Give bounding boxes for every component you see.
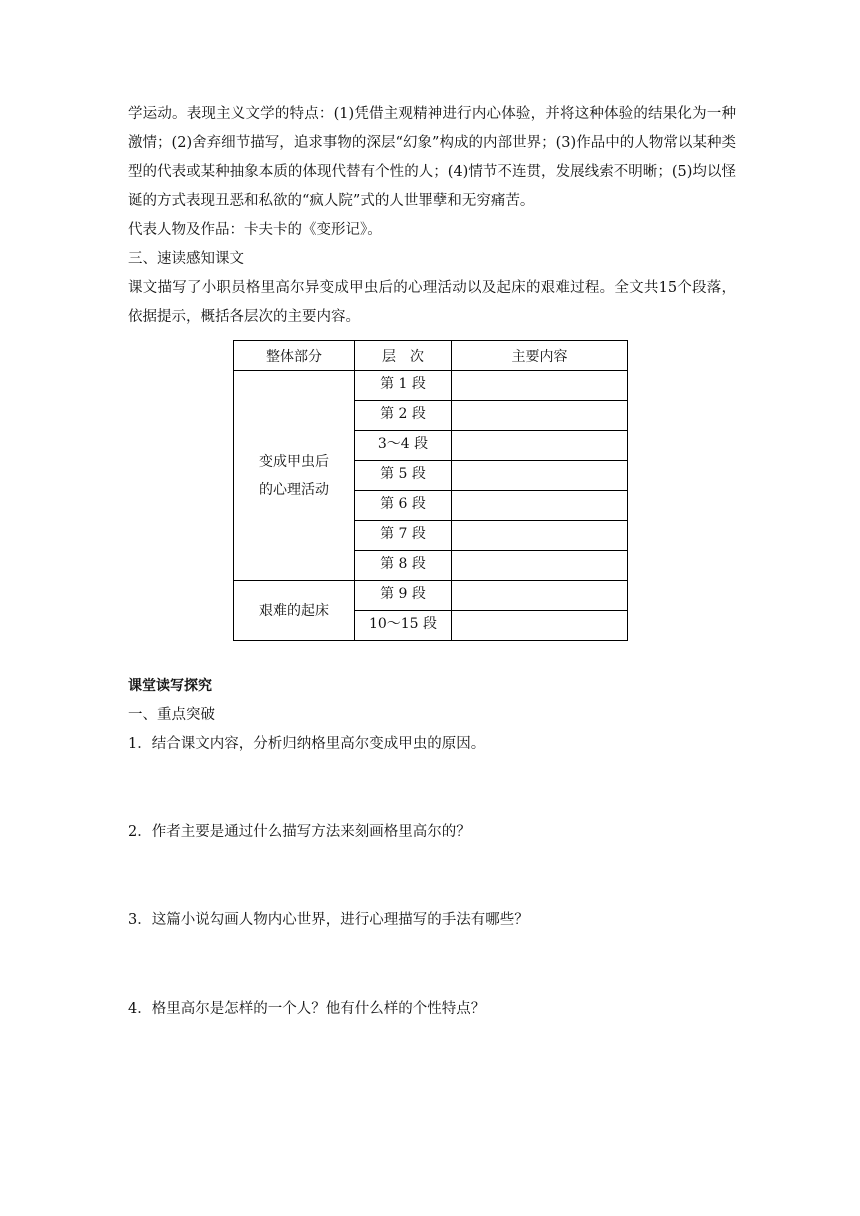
representative-works: 代表人物及作品：卡夫卡的《变形记》。 — [128, 222, 382, 238]
content-cell[interactable] — [452, 551, 628, 581]
content-cell[interactable] — [452, 371, 628, 401]
section3-heading: 三、速读感知课文 — [128, 251, 244, 267]
table-row — [234, 371, 628, 401]
part-cell-getting-up: 艰难的起床 — [234, 581, 355, 641]
table-header-row — [234, 341, 628, 371]
segment-cell: 第 2 段 — [355, 401, 452, 431]
header-whole-part: 整体部分 — [234, 341, 355, 371]
question-3: 3．这篇小说勾画人物内心世界，进行心理描写的手法有哪些？ — [128, 912, 529, 928]
content-cell[interactable] — [452, 491, 628, 521]
content-cell[interactable] — [452, 401, 628, 431]
segment-cell: 第 6 段 — [355, 491, 452, 521]
header-main-content: 主要内容 — [452, 341, 628, 371]
intro-paragraph: 学运动。表现主义文学的特点：(1)凭借主观精神进行内心体验，并将这种体验的结果化为一种激情；(2)舍弃细节描写，追求事物的深层“幻象”构成的内部世界；(3)作品中的人物常以某种类型的代表或某种抽象本质的体现代替有个性的人；(4)情节不连贯，发展线索不明晰；(5)均以怪诞的方式表现丑恶和私欲的“疯人院”式的人世罪孽和无穷痛苦。 — [128, 106, 736, 209]
paragraph-outline-table — [233, 340, 628, 641]
content-cell[interactable] — [452, 611, 628, 641]
part1-line1: 变成甲虫后 — [259, 453, 329, 470]
segment-cell: 第 9 段 — [355, 581, 452, 611]
segment-cell: 10～15 段 — [355, 611, 452, 641]
question-4: 4．格里高尔是怎样的一个人？他有什么样的个性特点？ — [128, 1001, 486, 1017]
content-cell[interactable] — [452, 461, 628, 491]
section3-text: 课文描写了小职员格里高尔异变成甲虫后的心理活动以及起床的艰难过程。全文共15个段落，依据提示，概括各层次的主要内容。 — [128, 280, 736, 325]
content-cell[interactable] — [452, 431, 628, 461]
part1-line2: 的心理活动 — [259, 481, 329, 498]
class-heading: 课堂读写探究 — [128, 678, 212, 694]
content-cell[interactable] — [452, 581, 628, 611]
question-2: 2．作者主要是通过什么描写方法来刻画格里高尔的？ — [128, 824, 471, 840]
segment-cell: 第 1 段 — [355, 371, 452, 401]
content-cell[interactable] — [452, 521, 628, 551]
segment-cell: 第 8 段 — [355, 551, 452, 581]
question-1: 1．结合课文内容，分析归纳格里高尔变成甲虫的原因。 — [128, 736, 486, 752]
part-cell-psychology — [234, 371, 355, 581]
header-level: 层 次 — [355, 341, 452, 371]
segment-cell: 第 7 段 — [355, 521, 452, 551]
table-row — [234, 581, 628, 611]
segment-cell: 第 5 段 — [355, 461, 452, 491]
sub-heading: 一、重点突破 — [128, 707, 215, 723]
segment-cell: 3～4 段 — [355, 431, 452, 461]
